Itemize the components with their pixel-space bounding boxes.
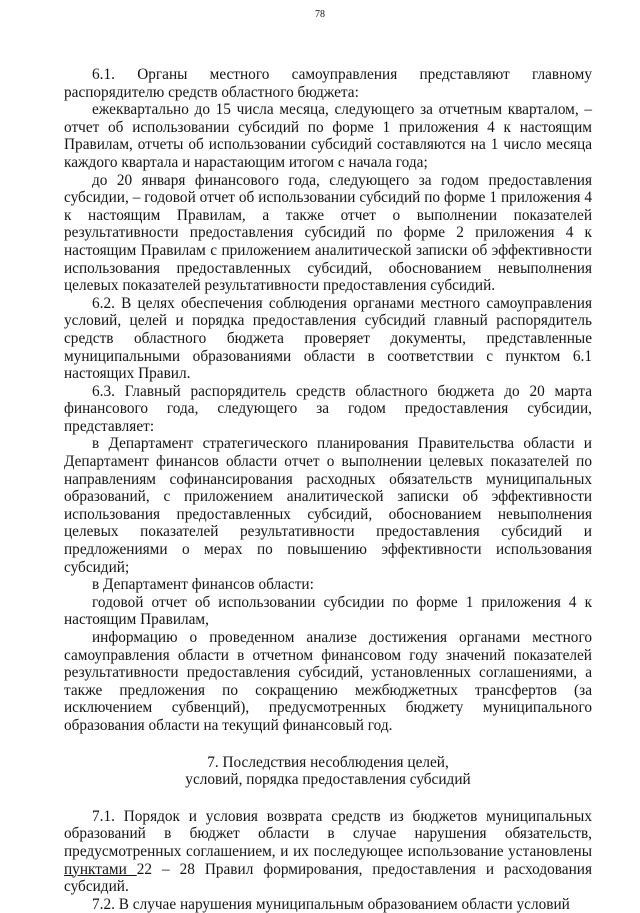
paragraph-6-3-analysis: информацию о проведенном анализе достижения органами местного самоуправления области в отчетном финансовом году значений показателей результативности предоставления субсидий, установленных соглашениями, а также предложения по сокращению межбюджетных трансфертов (за исключением субвенций), предусмотренных бюджету муниципального образования области на текущий финансовый год. [64,629,592,734]
page-number: 78 [315,9,325,20]
paragraph-7-1-end: 22 – 28 Правил формирования, предоставления и расходования субсидий. [64,860,592,896]
paragraph-6-3-annual-report: годовой отчет об использовании субсидии по форме 1 приложения 4 к настоящим Правилам, [64,593,592,629]
paragraph-6-3: 6.3. Главный распорядитель средств областного бюджета до 20 марта финансового года, следующего за годом предоставления субсидии, представляет: [64,382,592,435]
paragraph-7-2: 7.2. В случае нарушения муниципальным образованием области условий [92,895,570,913]
paragraph-6-2: 6.2. В целях обеспечения соблюдения органами местного самоуправления условий, целей и порядка предоставления субсидий главный распорядитель средств областного бюджета проверяет документы, представленные муниципальными образованиями области в соответствии с пунктом 6.1 настоящих Правил. [64,294,592,383]
section-7-heading-line-1: 7. Последствия несоблюдения целей, [207,753,449,771]
section-7-heading-line-2: условий, порядка предоставления субсидий [185,771,471,789]
document-body [64,66,592,913]
rules-points-link[interactable]: пунктами [64,860,137,878]
paragraph-6-3-finance-dept: в Департамент финансов области: [92,576,314,594]
paragraph-6-1-annual: до 20 января финансового года, следующего за годом предоставления субсидии, – годовой отчет об использовании субсидий по форме 1 приложения 4 к настоящим Правилам, а также отчет о выполнении показателей результативности предоставления субсидий по форме 2 приложения 4 к настоящим Правилам с приложением аналитической записки об эффективности использования предоставленных субсидий, обоснованием невыполнения целевых показателей результативности предоставления субсидий. [64,171,592,295]
section-7-heading [64,754,592,789]
paragraph-6-1: 6.1. Органы местного самоуправления представляют главному распорядителю средств областного бюджета: [64,66,592,101]
paragraph-7-1-start: 7.1. Порядок и условия возврата средств из бюджетов муниципальных образований в бюджет области в случае нарушения обязательств, предусмотренных соглашением, и их последующее использование установлены [64,807,592,860]
paragraph-6-1-quarterly: ежеквартально до 15 числа месяца, следующего за отчетным кварталом, – отчет об использовании субсидий по форме 1 приложения 4 к настоящим Правилам, отчеты об использовании субсидий составляются на 1 число месяца каждого квартала и нарастающим итогом с начала года; [64,101,592,171]
paragraph-6-3-strategic-dept: в Департамент стратегического планирования Правительства области и Департамент финансов области отчет о выполнении целевых показателей по направлениям софинансирования расходных обязательств муниципальных образований, с приложением аналитической записки об эффективности использования предоставленных субсидий, обоснованием невыполнения целевых показателей результативности предоставления субсидий и предложениями о мерах по повышению эффективности использования субсидий; [64,435,592,576]
paragraph-7-1 [64,808,592,896]
